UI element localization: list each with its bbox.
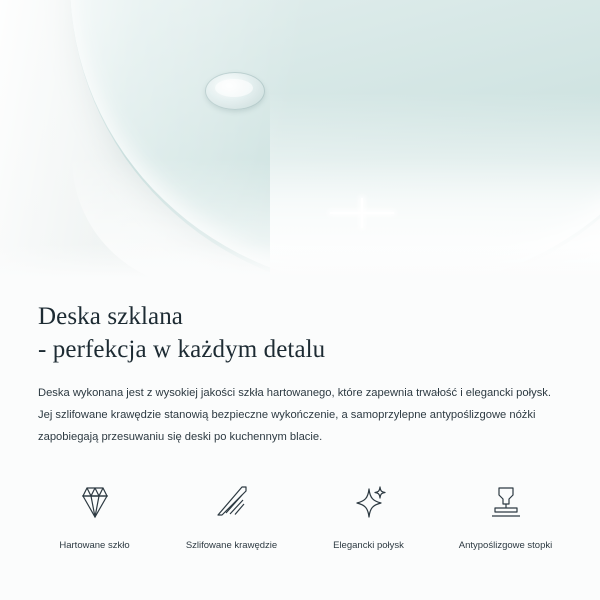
feature-label: Elegancki połysk <box>333 540 404 551</box>
feature-label: Hartowane szkło <box>59 540 130 551</box>
diagonal-lines-icon <box>163 481 300 523</box>
diamond-icon <box>26 481 163 523</box>
feature-item-elegant-gloss <box>300 481 437 552</box>
feature-item-tempered-glass <box>26 481 163 552</box>
body-paragraph: Deska wykonana jest z wysokiej jakości szkła hartowanego, które zapewnia trwałość i elegancki połysk. Jej szlifowane krawędzie stanowią bezpieczne wykończenie, a samoprzylepne antypoślizgowe nóżki zapobiegają przesuwaniu się deski po kuchennym blacie. <box>38 387 551 443</box>
feature-item-anti-slip-feet <box>437 481 574 552</box>
sparkle-icon <box>300 481 437 523</box>
feature-item-polished-edges <box>163 481 300 552</box>
headline-line-1: Deska szklana <box>38 303 183 330</box>
hero-bottom-fade <box>0 244 600 278</box>
stamp-foot-icon <box>437 481 574 523</box>
feature-label: Antypoślizgowe stopki <box>458 540 553 551</box>
hero-image <box>0 0 600 278</box>
feature-list <box>0 481 600 552</box>
page-title <box>38 300 562 366</box>
hero-light-overlay <box>0 0 600 278</box>
content-section <box>0 278 600 448</box>
headline-line-2: - perfekcja w każdym detalu <box>38 336 326 363</box>
feature-label: Szlifowane krawędzie <box>185 540 278 551</box>
